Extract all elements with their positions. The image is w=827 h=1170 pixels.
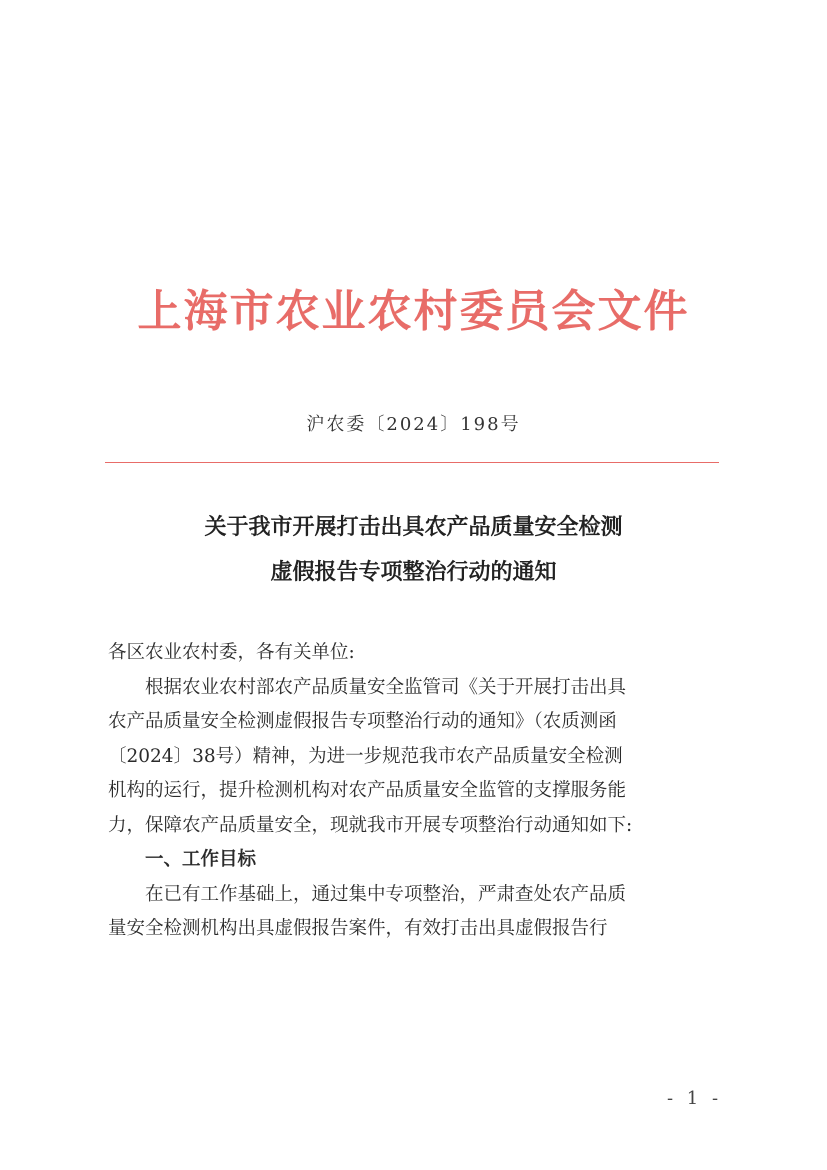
title-line-2: 虚假报告专项整治行动的通知: [270, 559, 557, 585]
paragraph-1-line-2: 农产品质量安全检测虚假报告专项整治行动的通知》（农质测函: [108, 711, 617, 732]
paragraph-1-line-5: 力，保障农产品质量安全，现就我市开展专项整治行动通知如下:: [108, 814, 633, 836]
salutation: 各区农业农村委，各有关单位:: [108, 642, 355, 663]
issuer-header: 上海市农业农村委员会文件: [137, 286, 690, 337]
document-body: [108, 636, 720, 947]
paragraph-1-line-1: 根据农业农村部农产品质量安全监管司《关于开展打击出具: [145, 676, 627, 698]
document-number: 沪农委〔2024〕198号: [306, 414, 521, 435]
title-line-1: 关于我市开展打击出具农产品质量安全检测: [204, 514, 623, 540]
paragraph-1-line-4: 机构的运行，提升检测机构对农产品质量安全监管的支撑服务能: [108, 780, 627, 801]
section-heading-goals: 一、工作目标: [145, 849, 257, 870]
paragraph-2-line-1: 在已有工作基础上，通过集中专项整治，严肃查处农产品质: [145, 883, 627, 905]
header-divider: [105, 462, 719, 463]
document-title: [0, 505, 827, 595]
paragraph-2-line-2: 量安全检测机构出具虚假报告案件，有效打击出具虚假报告行: [108, 918, 608, 939]
page-number: - 1 -: [667, 1088, 723, 1109]
paragraph-1-line-3: 〔2024〕38号）精神，为进一步规范我市农产品质量安全检测: [108, 745, 623, 767]
